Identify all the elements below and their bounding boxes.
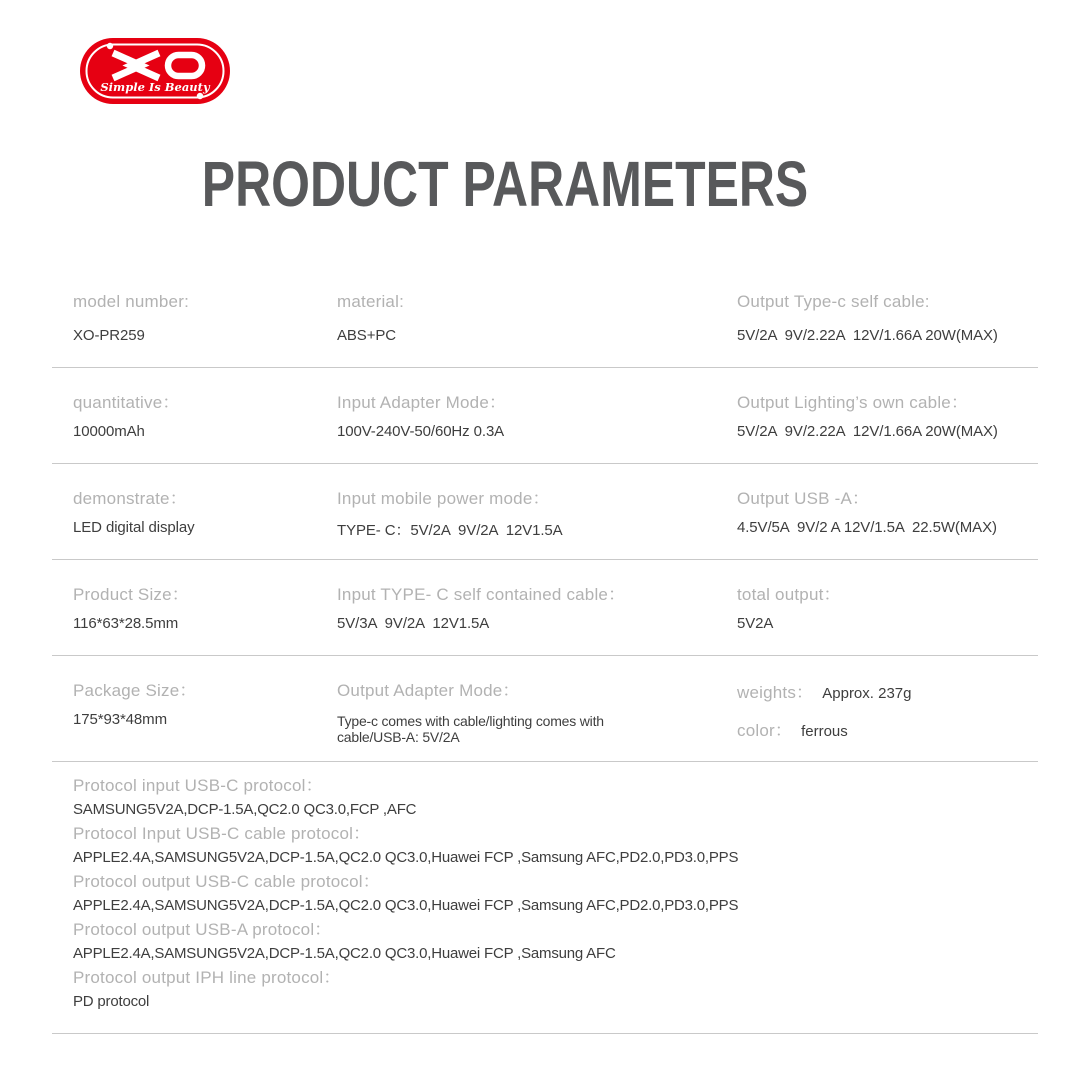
spec-table: [52, 272, 1038, 762]
spec-value: Type-c comes with cable/lighting comes with cable/USB-A: 5V/2A: [337, 713, 604, 745]
spec-value: LED digital display: [73, 519, 195, 536]
xo-logo-icon: [80, 38, 230, 104]
logo-tagline: Simple Is Beauty: [100, 80, 210, 94]
spec-row-3: [52, 464, 1038, 560]
spec-label: Output USB -A：: [737, 489, 870, 508]
spec-value: 5V/3A 9V/2A 12V1.5A: [337, 615, 490, 632]
spec-label: Output Lighting’s own cable：: [737, 393, 969, 412]
spec-value: ferrous: [801, 723, 848, 740]
spec-row-2: [52, 368, 1038, 464]
spec-value: 100V-240V-50/60Hz 0.3A: [337, 423, 505, 440]
spec-label: weights：: [737, 683, 814, 702]
spec-value: 10000mAh: [73, 423, 145, 440]
spec-value: 5V/2A 9V/2.22A 12V/1.66A 20W(MAX): [737, 423, 998, 440]
protocol-value: APPLE2.4A,SAMSUNG5V2A,DCP-1.5A,QC2.0 QC3.0,Huawei FCP ,Samsung AFC: [73, 945, 616, 962]
spec-value: 4.5V/5A 9V/2 A 12V/1.5A 22.5W(MAX): [737, 519, 997, 536]
spec-value: Approx. 237g: [822, 685, 912, 702]
spec-label: color：: [737, 721, 793, 740]
spec-value: 116*63*28.5mm: [73, 615, 179, 632]
spec-label: Product Size：: [73, 585, 189, 604]
spec-label: quantitative：: [73, 393, 180, 412]
spec-value: 175*93*48mm: [73, 711, 167, 728]
protocol-label: Protocol output USB-A protocol：: [73, 920, 332, 939]
spec-row-4: [52, 560, 1038, 656]
spec-label: Package Size：: [73, 681, 197, 700]
spec-pair-color: [737, 716, 848, 741]
spec-value: ABS+PC: [337, 327, 397, 344]
protocol-label: Protocol Input USB-C cable protocol：: [73, 824, 371, 843]
spec-row-1: [52, 272, 1038, 368]
spec-pair-weights: [737, 678, 911, 703]
spec-label: Output Type-c self cable:: [737, 292, 930, 311]
spec-label: Input TYPE- C self contained cable：: [337, 585, 626, 604]
protocol-value: APPLE2.4A,SAMSUNG5V2A,DCP-1.5A,QC2.0 QC3.0,Huawei FCP ,Samsung AFC,PD2.0,PD3.0,PPS: [73, 897, 739, 914]
protocol-value: PD protocol: [73, 993, 150, 1010]
protocol-label: Protocol input USB-C protocol：: [73, 776, 323, 795]
spec-label: material:: [337, 292, 404, 311]
spec-label: Output Adapter Mode：: [337, 681, 520, 700]
spec-label: model number:: [73, 292, 189, 311]
spec-value: 5V/2A 9V/2.22A 12V/1.66A 20W(MAX): [737, 327, 998, 344]
protocol-section: [52, 757, 1038, 1034]
xo-logo: [80, 38, 230, 104]
protocol-label: Protocol output USB-C cable protocol：: [73, 872, 380, 891]
spec-row-5: [52, 656, 1038, 762]
protocol-value: APPLE2.4A,SAMSUNG5V2A,DCP-1.5A,QC2.0 QC3.0,Huawei FCP ,Samsung AFC,PD2.0,PD3.0,PPS: [73, 849, 739, 866]
spec-value: 5V2A: [737, 615, 774, 632]
page-title: PRODUCT PARAMETERS: [201, 148, 809, 220]
spec-value: TYPE- C：5V/2A 9V/2A 12V1.5A: [337, 522, 563, 539]
protocol-label: Protocol output IPH line protocol：: [73, 968, 341, 987]
spec-label: demonstrate：: [73, 489, 187, 508]
spec-label: total output：: [737, 585, 841, 604]
protocol-value: SAMSUNG5V2A,DCP-1.5A,QC2.0 QC3.0,FCP ,AFC: [73, 801, 417, 818]
spec-label: Input mobile power mode：: [337, 489, 550, 508]
spec-value: XO-PR259: [73, 327, 145, 344]
spec-label: Input Adapter Mode：: [337, 393, 507, 412]
